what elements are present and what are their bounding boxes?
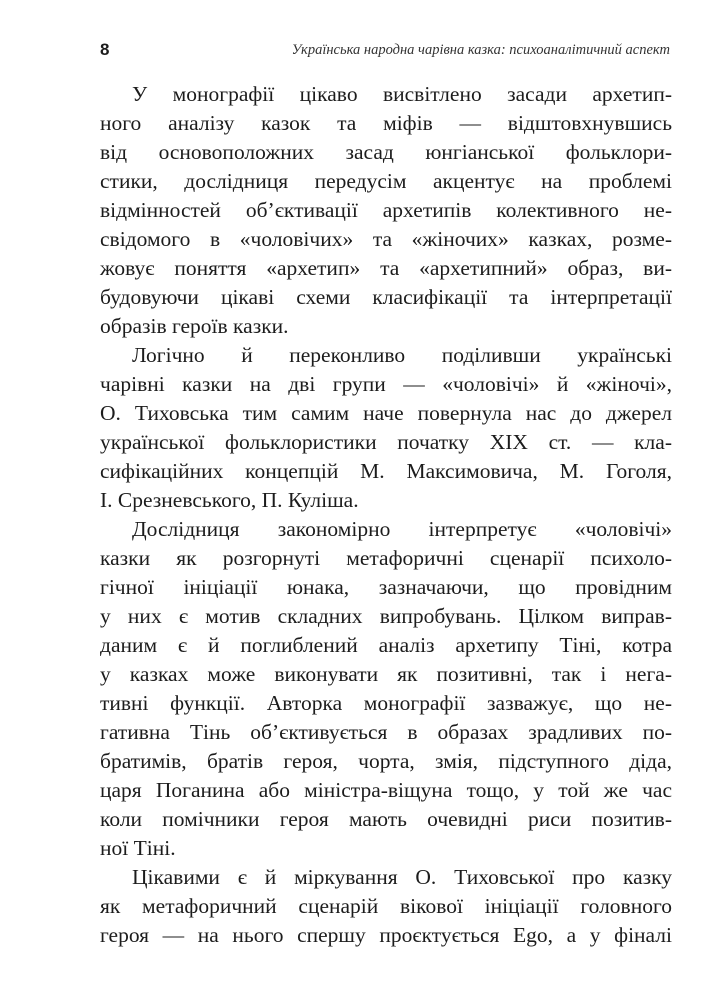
text-line: відмінностей об’єктивації архетипів колективного не- <box>100 198 672 222</box>
text-line: Цікавими є й міркування О. Тиховської про казку <box>132 865 672 889</box>
text-line: братимів, братів героя, чорта, змія, підступного діда, <box>100 749 672 773</box>
text-line: У монографії цікаво висвітлено засади архетип- <box>132 82 672 106</box>
text-line: української фольклористики початку XIX ст. — кла- <box>100 430 672 454</box>
text-line: тивні функції. Авторка монографії зазважує, що не- <box>100 691 672 715</box>
text-line: ного аналізу казок та міфів — відштовхнувшись <box>100 111 672 135</box>
paragraph <box>100 863 672 950</box>
text-line: свідомого в «чоловічих» та «жіночих» казках, розме- <box>100 227 672 251</box>
text-line: казки як розгорнуті метафоричні сценарії психоло- <box>100 546 672 570</box>
text-line: як метафоричний сценарій вікової ініціації головного <box>100 894 672 918</box>
paragraph <box>100 515 672 863</box>
paragraph <box>100 341 672 515</box>
text-line: сифікаційних концепцій М. Максимовича, М. Гоголя, <box>100 459 672 483</box>
text-line: даним є й поглиблений аналіз архетипу Тіні, котра <box>100 633 672 657</box>
text-line: у них є мотив складних випробувань. Цілком виправ- <box>100 604 672 628</box>
paragraph <box>100 80 672 341</box>
text-line: І. Срезневського, П. Куліша. <box>100 488 359 512</box>
text-line: гативна Тінь об’єктивується в образах зрадливих по- <box>100 720 672 744</box>
text-line: коли помічники героя мають очевидні риси позитив- <box>100 807 672 831</box>
text-line: жовує поняття «архетип» та «архетипний» образ, ви- <box>100 256 672 280</box>
text-line: чарівні казки на дві групи — «чоловічі» й «жіночі», <box>100 372 672 396</box>
text-line: будовуючи цікаві схеми класифікації та інтерпретації <box>100 285 672 309</box>
body-text <box>100 80 672 950</box>
text-line: у казках може виконувати як позитивні, так і нега- <box>100 662 672 686</box>
text-line: ної Тіні. <box>100 836 176 860</box>
text-line: образів героїв казки. <box>100 314 289 338</box>
text-line: від основоположних засад юнгіанської фольклори- <box>100 140 672 164</box>
text-line: гічної ініціації юнака, зазначаючи, що провідним <box>100 575 672 599</box>
page-number: 8 <box>100 40 110 59</box>
running-header: Українська народна чарівна казка: психоаналітичний аспект <box>291 42 670 58</box>
text-line: Дослідниця закономірно інтерпретує «чоловічі» <box>132 517 672 541</box>
text-line: Логічно й переконливо поділивши українські <box>132 343 672 367</box>
text-line: царя Поганина або міністра-віщуна тощо, у той же час <box>100 778 672 802</box>
text-line: стики, дослідниця передусім акцентує на проблемі <box>100 169 672 193</box>
text-line: О. Тиховська тим самим наче повернула нас до джерел <box>100 401 672 425</box>
text-line: героя — на нього спершу проєктується Ego, а у фіналі <box>100 923 672 947</box>
